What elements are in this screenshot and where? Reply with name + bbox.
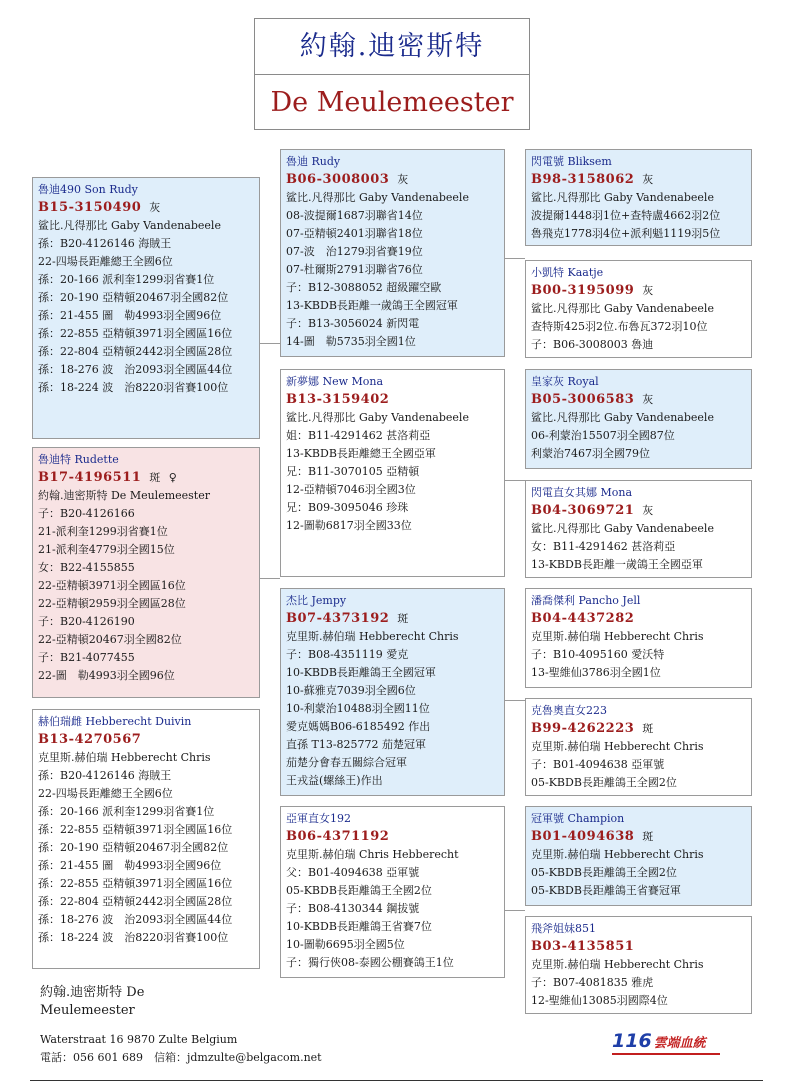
sss-card: [525, 149, 752, 246]
achievement-line: 孫：21-455 圖 勒4993羽全國96位: [38, 859, 222, 872]
achievement-line: 12-聖維仙13085羽國際4位: [531, 994, 668, 1007]
ring-number: B13-3159402: [286, 392, 390, 407]
achievement-line: 孫：22-804 亞精頓2442羽全國區28位: [38, 345, 233, 358]
achievement-line: 兄：B09-3095046 珍珠: [286, 501, 409, 514]
dam-dam-card: [280, 806, 505, 978]
dam-sire-side-card: [32, 709, 260, 969]
title-chinese: 約翰.迪密斯特: [255, 19, 529, 75]
achievement-line: 鲨比.凡得那比 Gaby Vandenabeele: [286, 191, 469, 204]
connector-line: [503, 258, 525, 259]
achievement-line: 子：B01-4094638 亞軍號: [531, 758, 665, 771]
achievement-line: 孫：22-855 亞精頓3971羽全國區16位: [38, 327, 233, 340]
sire-sire-card: [280, 149, 505, 357]
ring-number-row: [531, 610, 745, 628]
connector-line: [503, 480, 525, 481]
achievement-line: 孫：21-455 圖 勒4993羽全國96位: [38, 309, 222, 322]
address-text: Waterstraat 16 9870 Zulte Belgium: [40, 1033, 238, 1046]
owner-contact: [40, 1031, 322, 1067]
achievement-line: 鲨比.凡得那比 Gaby Vandenabeele: [531, 522, 714, 535]
pigeon-name: 飛斧姐妹851: [531, 922, 596, 935]
achievement-line: 子：B13-3056024 新閃電: [286, 317, 420, 330]
achievement-line: 07-杜爾斯2791羽聯省76位: [286, 263, 423, 276]
ring-number: B04-4437282: [531, 611, 635, 626]
achievement-line: 子：B06-3008003 魯迪: [531, 338, 654, 351]
achievement-line: 孫：18-224 波 治8220羽省賽100位: [38, 931, 229, 944]
achievement-line: 子：B08-4130344 鋼拔號: [286, 902, 420, 915]
achievement-line: 13-KBDB長距離一歲鴿王全國亞軍: [531, 558, 703, 571]
feather-color: 斑: [642, 722, 654, 735]
achievement-line: 13-KBDB長距離一歲鴿王全國冠軍: [286, 299, 458, 312]
achievement-line: 10-KBDB長距離鴿王全國冠軍: [286, 666, 436, 679]
achievement-line: 孫：20-190 亞精頓20467羽全國82位: [38, 841, 229, 854]
pigeon-name: 杰比 Jempy: [286, 594, 347, 607]
pigeon-name: 魯迪特 Rudette: [38, 453, 119, 466]
achievement-line: 07-波 治1279羽省賽19位: [286, 245, 423, 258]
ring-number: B01-4094638: [531, 829, 635, 844]
ring-number: B00-3195099: [531, 283, 635, 298]
pigeon-name: 潘喬傑利 Pancho Jell: [531, 594, 641, 607]
achievement-line: 12-亞精頓7046羽全國3位: [286, 483, 416, 496]
achievement-line: 孫：B20-4126146 海賊王: [38, 769, 172, 782]
achievement-line: 孫：22-855 亞精頓3971羽全國區16位: [38, 877, 233, 890]
achievement-line: 21-派利奎1299羽省賽1位: [38, 525, 168, 538]
achievement-line: 兄：B11-3070105 亞精頓: [286, 465, 420, 478]
ring-number-row: [531, 282, 745, 300]
ring-number-row: [531, 171, 745, 189]
achievement-line: 子：B20-4126190: [38, 615, 135, 628]
achievement-line: 孫：18-276 波 治2093羽全國區44位: [38, 363, 233, 376]
achievement-line: 22-亞精頓2959羽全國區28位: [38, 597, 186, 610]
pigeon-name: 魯迪 Rudy: [286, 155, 341, 168]
ring-number-row: [286, 171, 498, 189]
achievement-line: 06-利蒙治15507羽全國87位: [531, 429, 675, 442]
achievement-line: 22-圖 勒4993羽全國96位: [38, 669, 175, 682]
achievement-line: 父：B01-4094638 亞軍號: [286, 866, 420, 879]
dam-card: [32, 447, 260, 698]
ddd-card: [525, 916, 752, 1014]
feather-color: 斑: [642, 830, 654, 843]
achievement-line: 鲨比.凡得那比 Gaby Vandenabeele: [531, 302, 714, 315]
achievement-line: 鲨比.凡得那比 Gaby Vandenabeele: [531, 411, 714, 424]
achievement-line: 22-亞精頓3971羽全國區16位: [38, 579, 186, 592]
achievement-line: 子：B21-4077455: [38, 651, 135, 664]
achievement-line: 孫：20-166 派利奎1299羽省賽1位: [38, 273, 215, 286]
achievement-line: 克里斯.赫伯瑞 Hebberecht Chris: [531, 630, 704, 643]
footer-divider: [30, 1080, 763, 1081]
pigeon-name: 克魯奧直女223: [531, 704, 607, 717]
achievement-line: 克里斯.赫伯瑞 Hebberecht Chris: [531, 740, 704, 753]
ssd-card: [525, 260, 752, 358]
pigeon-name: 閃電號 Bliksem: [531, 155, 612, 168]
achievement-line: 14-圖 勒5735羽全國1位: [286, 335, 416, 348]
achievement-line: 孫：20-166 派利奎1299羽省賽1位: [38, 805, 215, 818]
achievement-line: 10-KBDB長距離鴿王省賽7位: [286, 920, 432, 933]
ring-number: B15-3150490: [38, 200, 142, 215]
pigeon-name: 亞軍直女192: [286, 812, 351, 825]
achievement-line: 13-KBDB長距離總王全國亞軍: [286, 447, 436, 460]
ring-number-row: [286, 828, 498, 846]
owner-name-line1: 約翰.迪密斯特 De: [40, 985, 145, 1000]
pigeon-name: 赫伯瑞雌 Hebberecht Duivin: [38, 715, 192, 728]
achievement-line: 克里斯.赫伯瑞 Chris Hebberecht: [286, 848, 459, 861]
achievement-line: 05-KBDB長距離鴿王省賽冠軍: [531, 884, 681, 897]
ring-number-row: [286, 391, 498, 409]
achievement-line: 茄楚分會春五關綜合冠軍: [286, 756, 407, 769]
feather-color: 灰: [642, 173, 654, 186]
achievement-line: 21-派利奎4779羽全國15位: [38, 543, 175, 556]
achievement-line: 孫：20-190 亞精頓20467羽全國82位: [38, 291, 229, 304]
ring-number: B04-3069721: [531, 503, 635, 518]
connector-line: [503, 910, 525, 911]
achievement-line: 10-圖勒6695羽全國5位: [286, 938, 405, 951]
pigeon-name: 新夢娜 New Mona: [286, 375, 384, 388]
sdd-card: [525, 480, 752, 578]
feather-color: 灰: [149, 201, 161, 214]
brand-number: 116: [612, 1030, 652, 1052]
achievement-line: 王戎益(螺絲王)作出: [286, 774, 383, 787]
feather-color: 灰: [642, 393, 654, 406]
brand-logo: [612, 1030, 706, 1054]
ring-number: B17-4196511: [38, 470, 142, 485]
ring-number: B99-4262223: [531, 721, 635, 736]
ring-number: B13-4270567: [38, 732, 142, 747]
achievement-line: 姐：B11-4291462 甚洛莉亞: [286, 429, 431, 442]
achievement-line: 子：B20-4126166: [38, 507, 135, 520]
achievement-line: 克里斯.赫伯瑞 Hebberecht Chris: [286, 630, 459, 643]
achievement-line: 07-亞精頓2401羽聯省18位: [286, 227, 423, 240]
pigeon-name: 魯迪490 Son Rudy: [38, 183, 138, 196]
achievement-line: 22-四場長距離總王全國6位: [38, 787, 173, 800]
sds-card: [525, 369, 752, 469]
ring-number-row: [38, 731, 253, 749]
achievement-line: 克里斯.赫伯瑞 Hebberecht Chris: [531, 848, 704, 861]
achievement-line: 孫：B20-4126146 海賊王: [38, 237, 172, 250]
achievement-line: 子：B07-4081835 雅虎: [531, 976, 654, 989]
pigeon-name: 冠軍號 Champion: [531, 812, 625, 825]
sire-dam-card: [280, 369, 505, 577]
ring-number: B05-3006583: [531, 392, 635, 407]
ring-number-row: [531, 938, 745, 956]
achievement-line: 女：B11-4291462 甚洛莉亞: [531, 540, 676, 553]
achievement-line: 孫：18-224 波 治8220羽省賽100位: [38, 381, 229, 394]
achievement-line: 08-波提爾1687羽聯省14位: [286, 209, 423, 222]
achievement-line: 孫：22-804 亞精頓2442羽全國區28位: [38, 895, 233, 908]
achievement-line: 克里斯.赫伯瑞 Hebberecht Chris: [531, 958, 704, 971]
feather-color: 斑: [397, 612, 409, 625]
ring-number-row: [531, 828, 745, 846]
achievement-line: 05-KBDB長距離鴿王全國2位: [531, 866, 677, 879]
ring-number-row: [38, 199, 253, 217]
achievement-line: 鲨比.凡得那比 Gaby Vandenabeele: [286, 411, 469, 424]
ring-number: B06-4371192: [286, 829, 390, 844]
pigeon-name: 小凱特 Kaatje: [531, 266, 604, 279]
ring-number: B03-4135851: [531, 939, 635, 954]
achievement-line: 愛克媽媽B06-6185492 作出: [286, 720, 431, 733]
achievement-line: 孫：22-855 亞精頓3971羽全國區16位: [38, 823, 233, 836]
pedigree-title-box: [254, 18, 530, 130]
achievement-line: 鲨比.凡得那比 Gaby Vandenabeele: [531, 191, 714, 204]
achievement-line: 直孫 T13-825772 茄楚冠軍: [286, 738, 427, 751]
dam-sire-card: [280, 588, 505, 796]
achievement-line: 約翰.迪密斯特 De Meulemeester: [38, 489, 210, 502]
dds-card: [525, 806, 752, 906]
achievement-line: 子：B12-3088052 超級躍空歐: [286, 281, 442, 294]
achievement-line: 13-聖維仙3786羽全國1位: [531, 666, 661, 679]
achievement-line: 05-KBDB長距離鴿王全國2位: [531, 776, 677, 789]
feather-color: 灰: [642, 284, 654, 297]
achievement-line: 子：B08-4351119 愛克: [286, 648, 409, 661]
brand-text: 雲端血統: [653, 1036, 706, 1051]
achievement-line: 05-KBDB長距離鴿王全國2位: [286, 884, 432, 897]
achievement-line: 子：B10-4095160 愛沃特: [531, 648, 665, 661]
brand-underline: [612, 1053, 720, 1055]
achievement-line: 波提爾1448羽1位+查特盧4662羽2位: [531, 209, 721, 222]
ring-number-row: [38, 469, 253, 487]
achievement-line: 22-四場長距離總王全國6位: [38, 255, 173, 268]
ring-number-row: [286, 610, 498, 628]
connector-line: [503, 700, 525, 701]
achievement-line: 女：B22-4155855: [38, 561, 135, 574]
sire-card: [32, 177, 260, 439]
feather-color: 灰: [397, 173, 409, 186]
pigeon-name: 閃電直女其娜 Mona: [531, 486, 633, 499]
pigeon-name: 皇家灰 Royal: [531, 375, 599, 388]
achievement-line: 鲨比.凡得那比 Gaby Vandenabeele: [38, 219, 221, 232]
sex-symbol: ♀: [168, 471, 178, 484]
feather-color: 灰: [642, 504, 654, 517]
ring-number-row: [531, 720, 745, 738]
achievement-line: 22-亞精頓20467羽全國82位: [38, 633, 182, 646]
title-english: De Meulemeester: [270, 87, 514, 118]
ring-number: B98-3158062: [531, 172, 635, 187]
ring-number: B06-3008003: [286, 172, 390, 187]
ring-number-row: [531, 391, 745, 409]
contact-text: 電話：056 601 689 信箱：jdmzulte@belgacom.net: [40, 1051, 322, 1064]
achievement-line: 12-圖勒6817羽全國33位: [286, 519, 412, 532]
achievement-line: 子：獨行俠08-泰國公棚賽鴿王1位: [286, 956, 454, 969]
achievement-line: 10-利蒙治10488羽全國11位: [286, 702, 430, 715]
achievement-line: 利蒙治7467羽全國79位: [531, 447, 650, 460]
achievement-line: 孫：18-276 波 治2093羽全國區44位: [38, 913, 233, 926]
achievement-line: 10-蘇雅克7039羽全國6位: [286, 684, 416, 697]
achievement-line: 魯飛克1778羽4位+派利魁1119羽5位: [531, 227, 721, 240]
owner-name: [40, 984, 200, 1020]
achievement-line: 克里斯.赫伯瑞 Hebberecht Chris: [38, 751, 211, 764]
dsd-card: [525, 698, 752, 796]
ring-number: B07-4373192: [286, 611, 390, 626]
connector-line: [258, 343, 280, 344]
connector-line: [258, 578, 280, 579]
owner-name-line2: Meulemeester: [40, 1003, 135, 1018]
dss-card: [525, 588, 752, 688]
achievement-line: 查特斯425羽2位.布魯瓦372羽10位: [531, 320, 708, 333]
ring-number-row: [531, 502, 745, 520]
feather-color: 斑: [149, 471, 161, 484]
